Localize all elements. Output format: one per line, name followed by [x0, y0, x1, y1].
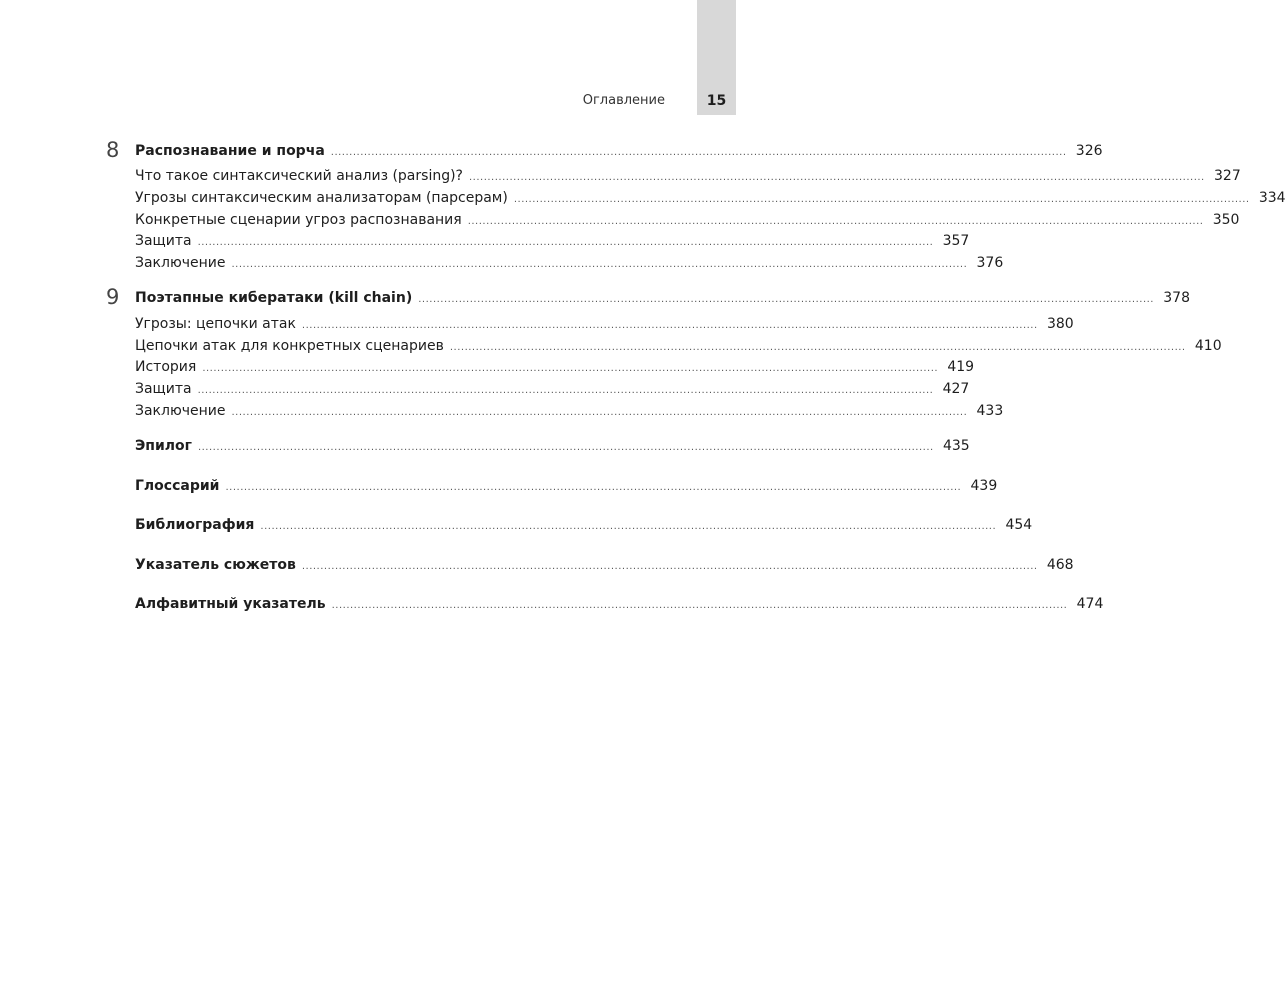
- toc-entry[interactable]: [135, 379, 970, 399]
- toc-entry-label: Глоссарий: [135, 478, 220, 494]
- toc-entry-label: Библиография: [135, 517, 255, 533]
- toc-entry[interactable]: [135, 166, 1241, 186]
- dot-leader: ........................................................................................................................................................................................................: [197, 442, 934, 453]
- chapter-number: 8: [106, 138, 120, 162]
- toc-back-matter-entry[interactable]: [135, 594, 1104, 614]
- dot-leader: ........................................................................................................................................................................................................: [301, 561, 1038, 572]
- toc-entry-page: 376: [976, 255, 1004, 271]
- toc-entry-page: 327: [1214, 168, 1241, 184]
- chapter-number: 9: [106, 285, 120, 309]
- toc-entry-page: 419: [947, 359, 975, 375]
- toc-entry-label: Угрозы синтаксическим анализаторам (парсерам): [135, 190, 508, 206]
- toc-entry-label: Распознавание и порча: [135, 143, 325, 159]
- toc-entry-page: 433: [976, 403, 1004, 419]
- toc-back-matter-entry[interactable]: [135, 515, 1033, 535]
- toc-entry-page: 454: [1005, 517, 1033, 533]
- toc-entry-label: История: [135, 359, 197, 375]
- dot-leader: ........................................................................................................................................................................................................: [418, 294, 1154, 305]
- toc-entry-label: Конкретные сценарии угроз распознавания: [135, 212, 462, 228]
- toc-entry-label: Угрозы: цепочки атак: [135, 316, 296, 332]
- toc-entry[interactable]: [135, 401, 1004, 421]
- dot-leader: ........................................................................................................................................................................................................: [197, 385, 934, 396]
- toc-entry-label: Заключение: [135, 403, 226, 419]
- dot-leader: ........................................................................................................................................................................................................: [231, 407, 968, 418]
- dot-leader: ........................................................................................................................................................................................................: [467, 216, 1204, 227]
- dot-leader: ........................................................................................................................................................................................................: [202, 363, 939, 374]
- toc-entry-page: 350: [1212, 212, 1240, 228]
- toc-entry[interactable]: [135, 314, 1074, 334]
- toc-entry-label: Поэтапные кибератаки (kill chain): [135, 290, 413, 306]
- toc-entry-label: Алфавитный указатель: [135, 596, 326, 612]
- toc-back-matter-entry[interactable]: [135, 476, 998, 496]
- dot-leader: ........................................................................................................................................................................................................: [468, 172, 1205, 183]
- toc-entry-page: 435: [942, 438, 970, 454]
- toc-entry[interactable]: [135, 210, 1240, 230]
- toc-entry-label: Защита: [135, 233, 192, 249]
- dot-leader: ........................................................................................................................................................................................................: [197, 237, 934, 248]
- toc-entry-page: 410: [1194, 338, 1222, 354]
- toc-entry-label: Эпилог: [135, 438, 192, 454]
- toc-entry-page: 334: [1258, 190, 1286, 206]
- dot-leader: ........................................................................................................................................................................................................: [449, 342, 1186, 353]
- toc-entry-label: Заключение: [135, 255, 226, 271]
- toc-entry[interactable]: [135, 336, 1222, 356]
- page-number: 15: [706, 93, 727, 109]
- toc-entry[interactable]: [135, 357, 975, 377]
- toc-entry-page: 378: [1163, 290, 1190, 306]
- toc-entry-label: Защита: [135, 381, 192, 397]
- toc-entry-label: Цепочки атак для конкретных сценариев: [135, 338, 444, 354]
- running-header: Оглавление: [582, 93, 665, 108]
- dot-leader: ........................................................................................................................................................................................................: [225, 482, 962, 493]
- dot-leader: ........................................................................................................................................................................................................: [330, 147, 1067, 158]
- toc-entry-label: Что такое синтаксический анализ (parsing)?: [135, 168, 463, 184]
- toc-entry-page: 326: [1075, 143, 1103, 159]
- toc-entry-page: 357: [942, 233, 970, 249]
- toc-chapter-entry[interactable]: [135, 288, 1190, 308]
- toc-back-matter-entry[interactable]: [135, 436, 970, 456]
- toc-entry[interactable]: [135, 253, 1004, 273]
- dot-leader: ........................................................................................................................................................................................................: [301, 320, 1038, 331]
- toc-entry-page: 427: [942, 381, 970, 397]
- dot-leader: ........................................................................................................................................................................................................: [231, 259, 968, 270]
- toc-entry-page: 468: [1046, 557, 1074, 573]
- dot-leader: ........................................................................................................................................................................................................: [331, 600, 1068, 611]
- dot-leader: ........................................................................................................................................................................................................: [513, 194, 1250, 205]
- toc-entry-page: 439: [970, 478, 998, 494]
- toc-entry[interactable]: [135, 231, 970, 251]
- toc-entry-label: Указатель сюжетов: [135, 557, 296, 573]
- toc-entry-page: 474: [1076, 596, 1104, 612]
- toc-back-matter-entry[interactable]: [135, 555, 1074, 575]
- toc-entry[interactable]: [135, 188, 1286, 208]
- dot-leader: ........................................................................................................................................................................................................: [260, 521, 997, 532]
- toc-chapter-entry[interactable]: [135, 141, 1103, 161]
- toc-entry-page: 380: [1046, 316, 1074, 332]
